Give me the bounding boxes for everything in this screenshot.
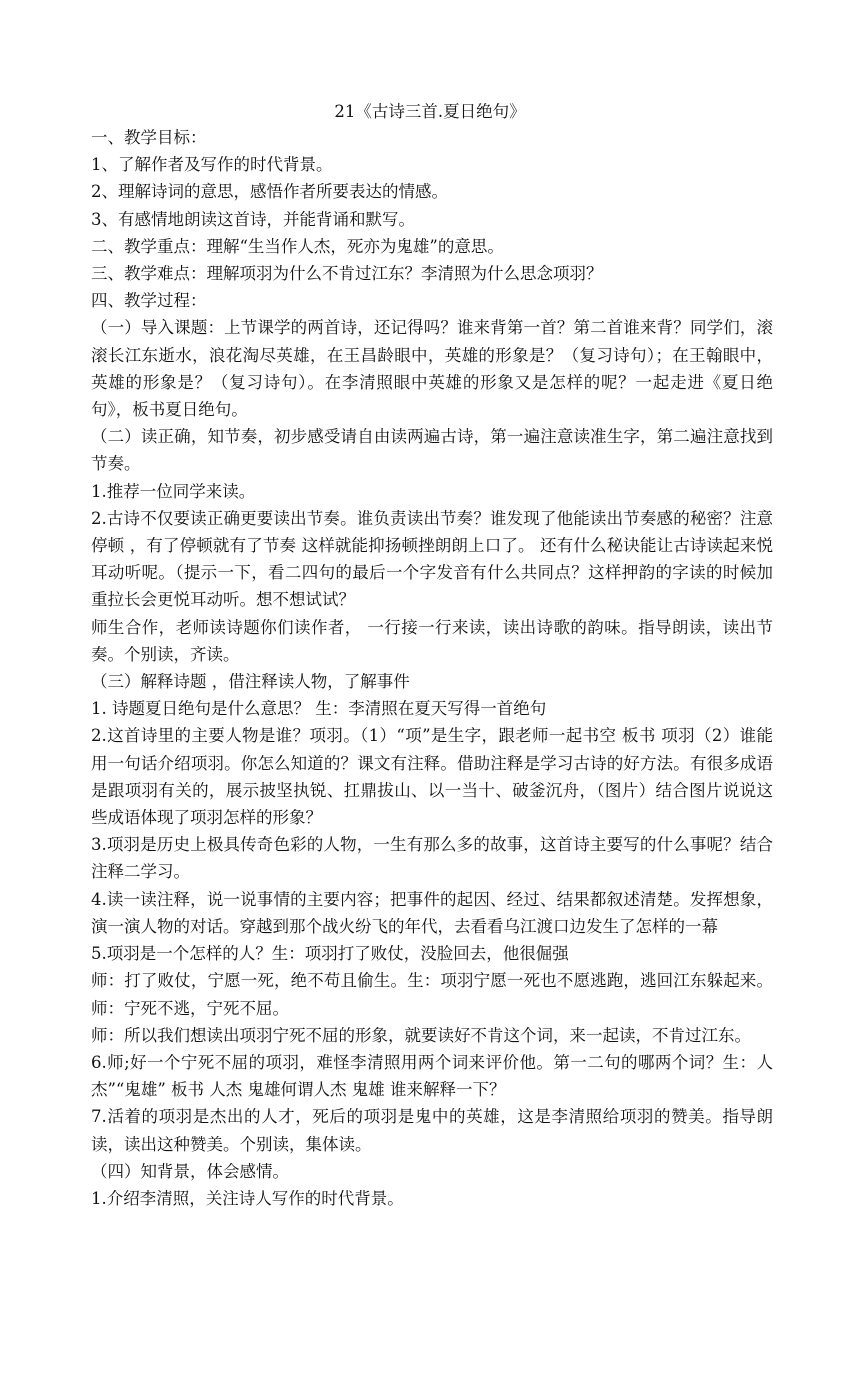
section-intro: （一）导入课题：上节课学的两首诗，还记得吗？谁来背第一首？第二首谁来背？同学们，滚滚长江东逝水，浪花淘尽英雄，在王昌龄眼中，英雄的形象是？（复习诗句）；在王翰眼中，英雄的形象是？（复习诗句）。在李清照眼中英雄的形象又是怎样的呢？一起走进《夏日绝句》，板书夏日绝句。 bbox=[91, 318, 773, 420]
step-read-notes: 4.读一读注释，说一说事情的主要内容；把事件的起因、经过、结果都叙述清楚。发挥想象，演一演人物的对话。穿越到那个战火纷飞的年代，去看看乌江渡口边发生了怎样的一幕 bbox=[91, 889, 773, 936]
step-introduce-poet: 1.介绍李清照，关注诗人写作的时代背景。 bbox=[91, 1188, 404, 1208]
step-rhythm: 2.古诗不仅要读正确更要读出节奏。谁负责读出节奏？谁发现了他能读出节奏感的秘密？注意停顿 ，有了停顿就有了节奏 这样就能抑扬顿挫朗朗上口了。 还有什么秘诀能让古诗读起来悦耳动听呢。（提示一下，看二四句的最后一个字发音有什么共同点？这样押韵的字读的时候加重拉长会更悦耳动听。想不想试试？ bbox=[91, 508, 773, 610]
step-recommend-reader: 1.推荐一位同学来读。 bbox=[91, 481, 256, 501]
section-explain-title: （三）解释诗题 ，借注释读人物，了解事件 bbox=[91, 672, 410, 692]
dialogue-teacher-2: 师：所以我们想读出项羽宁死不屈的形象，就要读好不肯这个词，来一起读，不肯过江东。 bbox=[91, 1025, 751, 1045]
objective-3: 3、有感情地朗读这首诗，并能背诵和默写。 bbox=[91, 209, 415, 229]
section-reading: （二）读正确，知节奏，初步感受请自由读两遍古诗，第一遍注意读准生字，第二遍注意找到节奏。 bbox=[91, 427, 773, 474]
heading-objectives: 一、教学目标： bbox=[91, 128, 207, 147]
document-title: 21《古诗三首.夏日绝句》 bbox=[334, 102, 526, 121]
heading-process: 四、教学过程： bbox=[91, 291, 207, 311]
step-story: 3.项羽是历史上极具传奇色彩的人物，一生有那么多的故事，这首诗主要写的什么事呢？结合注释二学习。 bbox=[91, 835, 773, 882]
document-body bbox=[91, 124, 773, 1212]
step-cooperative-reading: 师生合作，老师读诗题你们读作者， 一行接一行来读，读出诗歌的韵味。指导朗读，读出节奏。个别读，齐读。 bbox=[91, 617, 773, 664]
step-character-question: 5.项羽是一个怎样的人？生：项羽打了败仗，没脸回去，他很倔强 bbox=[91, 944, 569, 964]
heading-difficulty: 三、教学难点：理解项羽为什么不肯过江东？李清照为什么思念项羽？ bbox=[91, 264, 603, 284]
step-praise: 7.活着的项羽是杰出的人才，死后的项羽是鬼中的英雄，这是李清照给项羽的赞美。指导朗读，读出这种赞美。个别读，集体读。 bbox=[91, 1107, 773, 1154]
dialogue-teacher-1: 师：打了败仗，宁愿一死，绝不苟且偷生。生：项羽宁愿一死也不愿逃跑，逃回江东躲起来。师：宁死不逃，宁死不屈。 bbox=[91, 971, 773, 1018]
step-title-meaning: 1. 诗题夏日绝句是什么意思？ 生：李清照在夏天写得一首绝句 bbox=[91, 699, 547, 719]
objective-2: 2、理解诗词的意思，感悟作者所要表达的情感。 bbox=[91, 182, 448, 202]
heading-key-point: 二、教学重点：理解“生当作人杰，死亦为鬼雄”的意思。 bbox=[91, 236, 504, 256]
section-background: （四）知背景，体会感情。 bbox=[91, 1161, 289, 1181]
objective-1: 1、了解作者及写作的时代背景。 bbox=[91, 155, 333, 175]
step-evaluation: 6.师;好一个宁死不屈的项羽，难怪李清照用两个词来评价他。第一二句的哪两个词？生：人杰”“鬼雄” 板书 人杰 鬼雄何谓人杰 鬼雄 谁来解释一下？ bbox=[91, 1052, 773, 1100]
step-main-character: 2.这首诗里的主要人物是谁？项羽。（1）“项”是生字，跟老师一起书空 板书 项羽（2）谁能用一句话介绍项羽。你怎么知道的？课文有注释。借助注释是学习古诗的好方法。有很多成语是跟项羽有关的，展示披坚执锐、扛鼎拔山、以一当十、破釜沉舟，（图片）结合图片说说这些成语体现了项羽怎样的形象？ bbox=[91, 726, 773, 828]
